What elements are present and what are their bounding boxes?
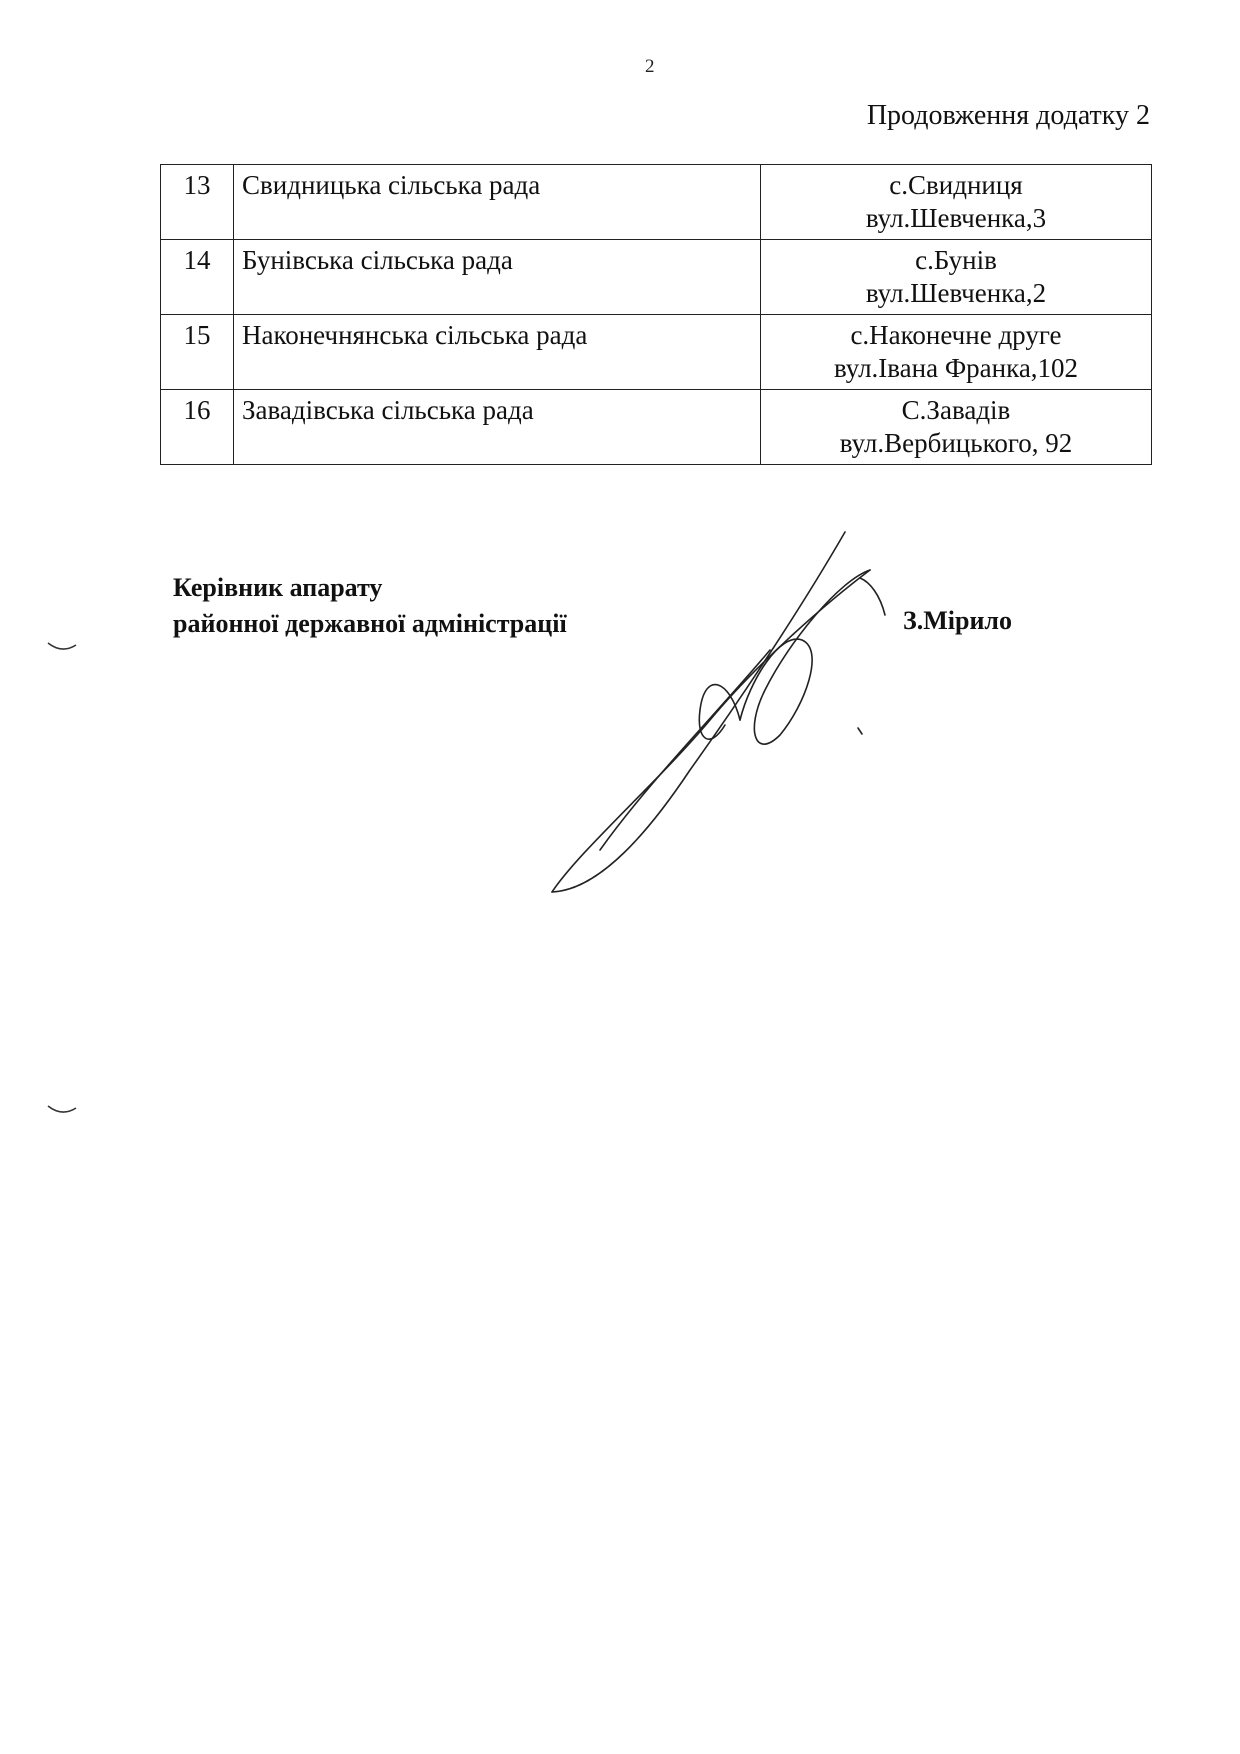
row-number: 13 xyxy=(161,165,234,240)
signatory-title xyxy=(173,570,567,642)
council-name: Наконечнянська сільська рада xyxy=(234,315,761,390)
punch-hole-mark xyxy=(46,1103,78,1117)
handwritten-signature xyxy=(540,520,880,910)
council-name: Завадівська сільська рада xyxy=(234,390,761,465)
council-address xyxy=(761,390,1152,465)
table-row xyxy=(161,240,1152,315)
address-street: вул.Шевченка,2 xyxy=(865,278,1047,308)
council-address xyxy=(761,165,1152,240)
table-row xyxy=(161,390,1152,465)
table-row xyxy=(161,165,1152,240)
council-name: Свидницька сільська рада xyxy=(234,165,761,240)
table-row xyxy=(161,315,1152,390)
address-street: вул.Вербицького, 92 xyxy=(839,428,1073,458)
address-village: С.Завадів xyxy=(901,395,1011,425)
council-address xyxy=(761,315,1152,390)
signatory-title-line-2: районної державної адміністрації xyxy=(173,609,567,638)
address-street: вул.Шевченка,3 xyxy=(865,203,1047,233)
address-street: вул.Івана Франка,102 xyxy=(833,353,1079,383)
signatory-name: З.Мірило xyxy=(903,606,1013,635)
page-number: 2 xyxy=(645,56,655,77)
council-address-table xyxy=(160,164,1152,465)
row-number: 16 xyxy=(161,390,234,465)
punch-hole-mark xyxy=(46,640,78,654)
address-village: с.Наконечне друге xyxy=(850,320,1062,350)
signatory-title-line-1: Керівник апарату xyxy=(173,573,383,602)
row-number: 15 xyxy=(161,315,234,390)
row-number: 14 xyxy=(161,240,234,315)
council-name: Бунівська сільська рада xyxy=(234,240,761,315)
address-village: с.Свидниця xyxy=(889,170,1023,200)
council-address xyxy=(761,240,1152,315)
continuation-heading: Продовження додатку 2 xyxy=(866,100,1150,131)
address-village: с.Бунів xyxy=(915,245,997,275)
